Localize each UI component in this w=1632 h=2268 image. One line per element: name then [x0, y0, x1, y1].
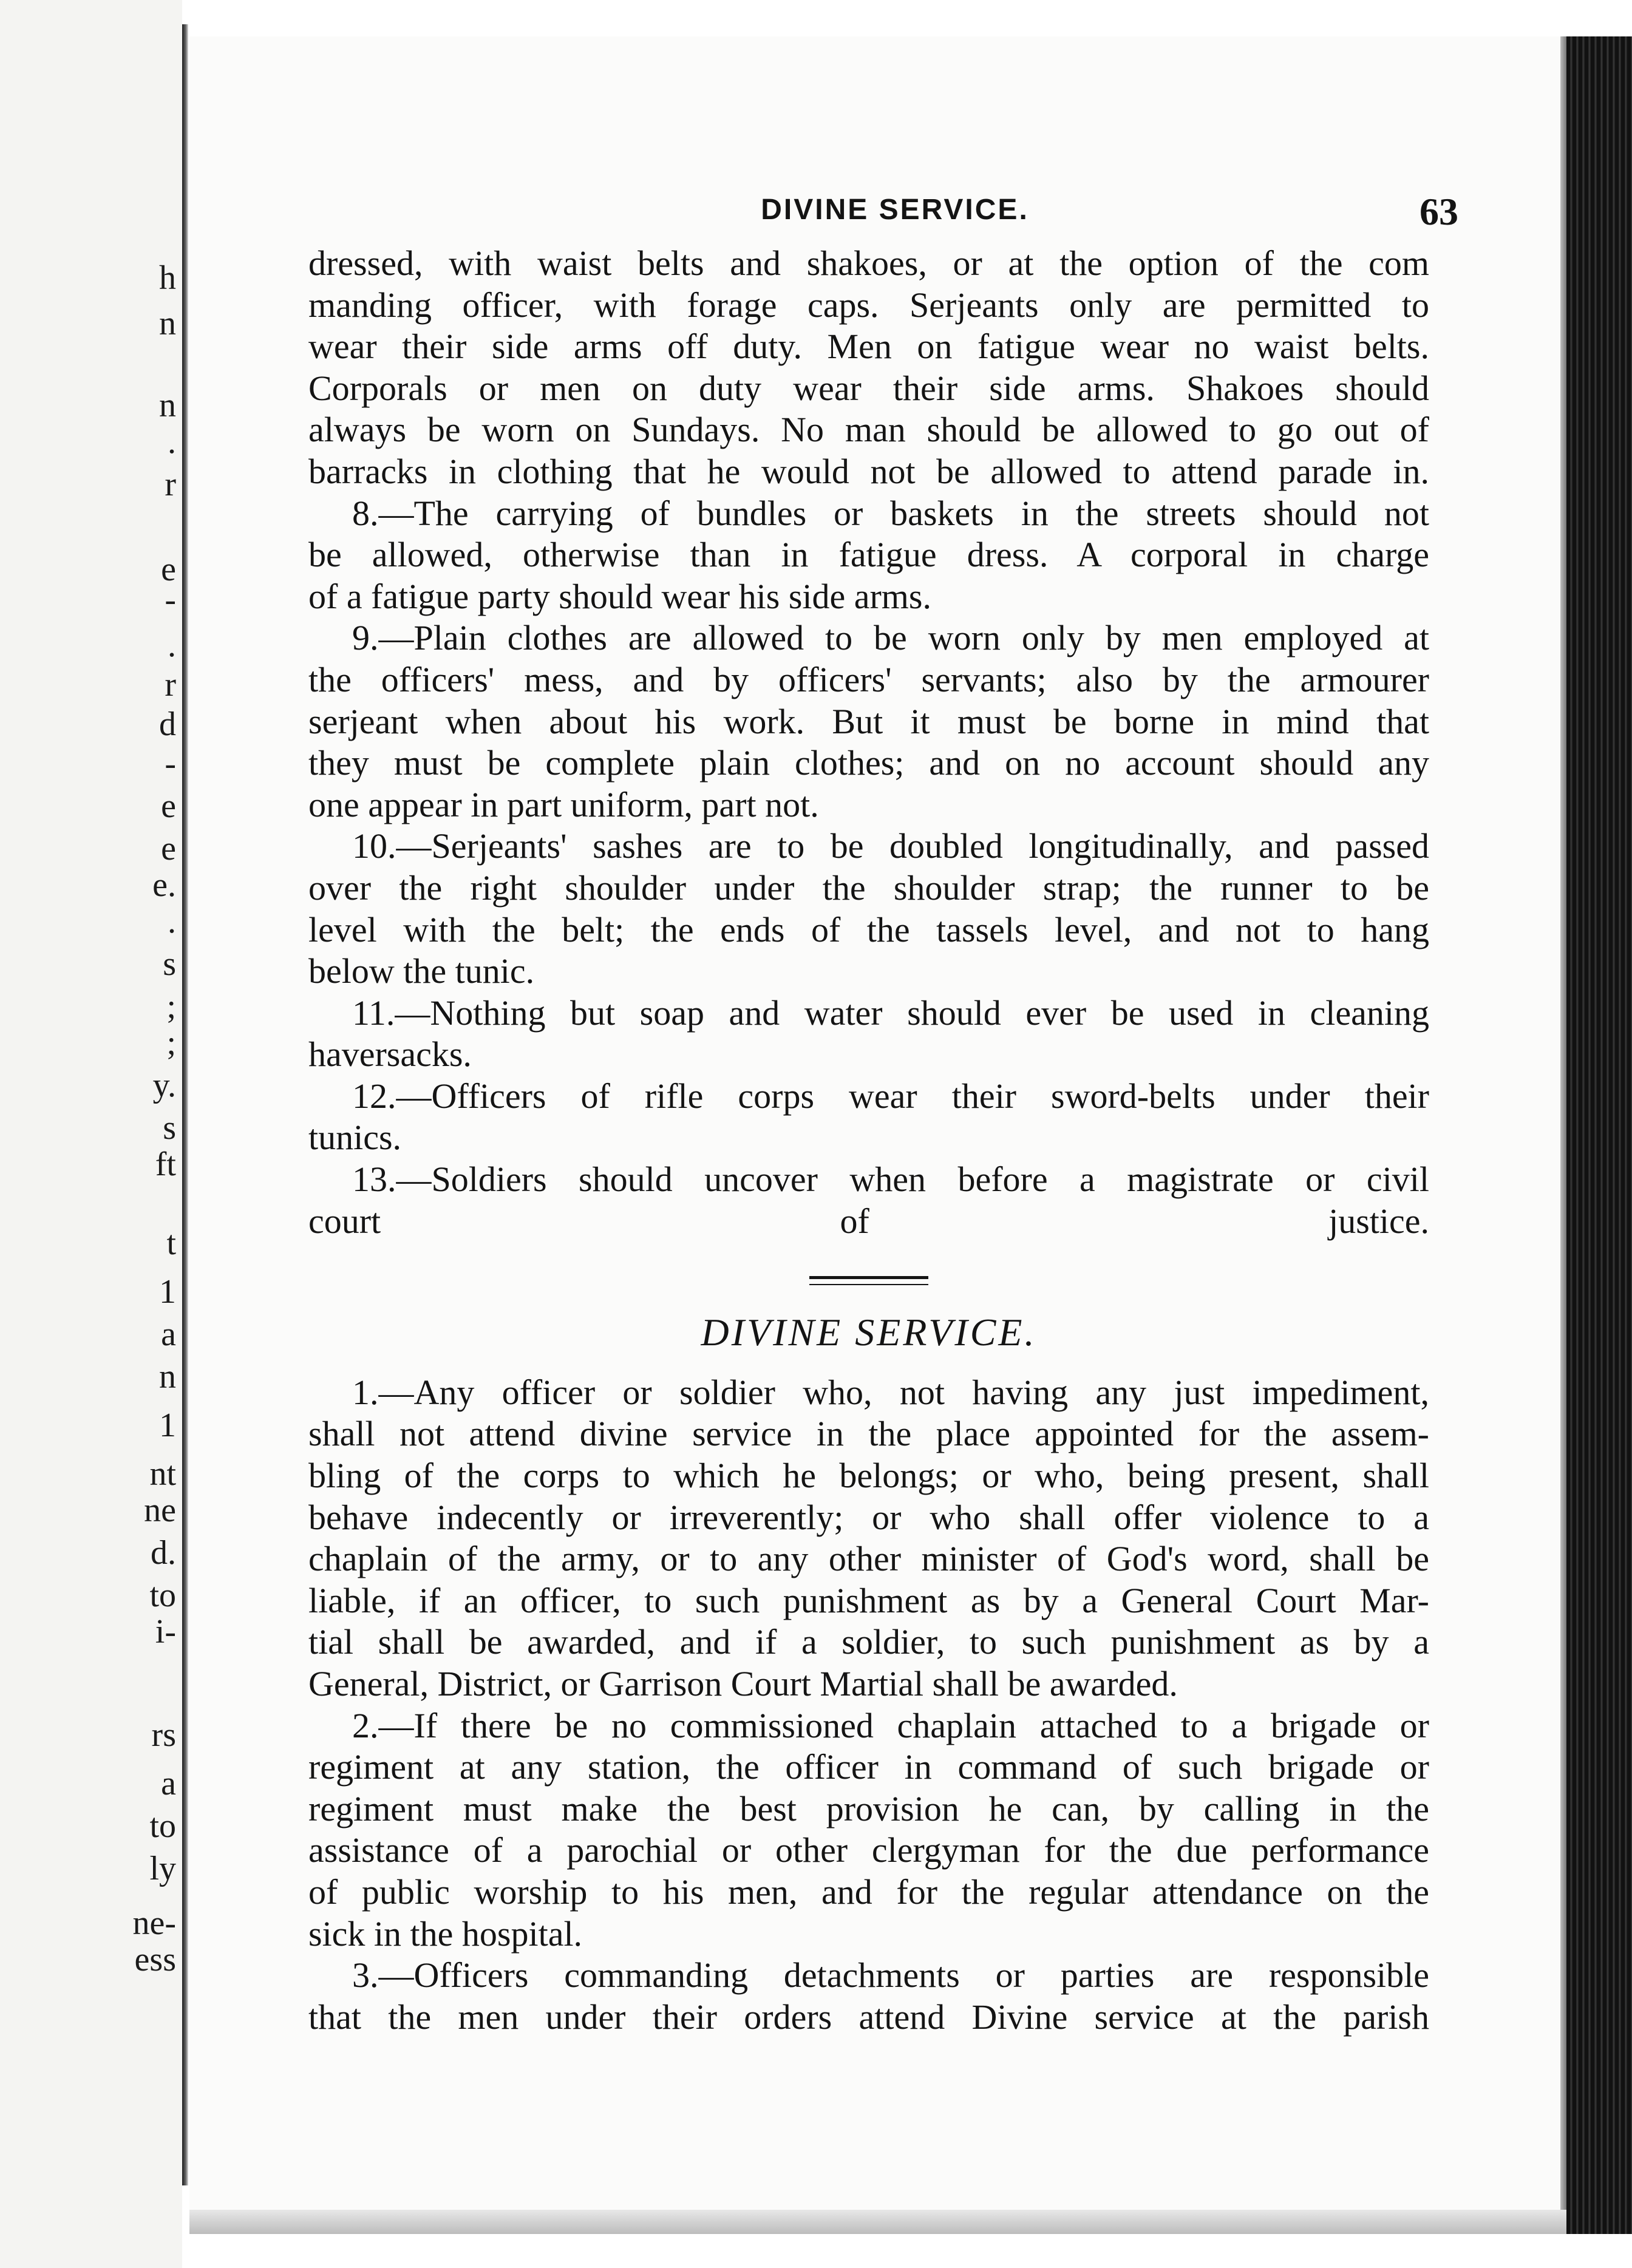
continuation-paragraph — [308, 243, 1429, 493]
text-line: 8.—The carrying of bundles or baskets in the streets should not — [352, 493, 1429, 533]
paragraph — [308, 1159, 1429, 1242]
text-line: below the tunic. — [308, 951, 535, 991]
text-line: 3.—Officers commanding detachments or parties are responsible — [352, 1955, 1429, 1995]
facing-page-fragment: d. — [151, 1534, 176, 1572]
text-line: bling of the corps to which he belongs; or who, being present, shall — [308, 1456, 1429, 1496]
text-line: chaplain of the army, or to any other minister of God's word, shall be — [308, 1539, 1429, 1579]
text-line: 13.—Soldiers should uncover when before a magistrate or civil — [352, 1159, 1429, 1200]
text-line: always be worn on Sundays. No man should be allowed to go out of — [308, 410, 1429, 450]
text-line: court of justice. — [308, 1201, 1429, 1241]
paragraph — [308, 826, 1429, 992]
facing-page-fragment: ly — [149, 1850, 176, 1887]
text-line: be allowed, otherwise than in fatigue dress. A corporal in charge — [308, 535, 1429, 575]
facing-page-fragment: y. — [152, 1067, 176, 1104]
text-line: wear their side arms off duty. Men on fatigue wear no waist belts. — [308, 327, 1429, 367]
facing-page-fragment: ; — [166, 988, 176, 1025]
paragraph — [308, 1955, 1429, 2038]
facing-page-fragment: to — [149, 1577, 176, 1614]
facing-page-fragment: - — [165, 745, 176, 783]
text-line: level with the belt; the ends of the tassels level, and not to hang — [308, 909, 1429, 949]
facing-page-fragment: ; — [166, 1024, 176, 1062]
paragraph — [308, 993, 1429, 1076]
text-line: of a fatigue party should wear his side arms. — [308, 576, 931, 616]
facing-page-fragment: . — [168, 423, 176, 461]
facing-page-edge — [0, 0, 182, 2268]
running-title: DIVINE SERVICE. — [761, 194, 1029, 226]
book-gutter — [182, 24, 188, 2185]
text-line: over the right shoulder under the shoulder strap; the runner to be — [308, 867, 1429, 908]
section-divider — [809, 1276, 928, 1285]
text-line: 12.—Officers of rifle corps wear their sword-belts under their — [352, 1076, 1429, 1116]
facing-page-fragment: rs — [151, 1716, 176, 1754]
facing-page-fragment: nt — [149, 1455, 176, 1493]
facing-page-fragment: e — [161, 551, 176, 588]
text-line: tial shall be awarded, and if a soldier, to such punishment as by a — [308, 1622, 1429, 1662]
facing-page-fragment: s — [163, 945, 176, 983]
text-line: 10.—Serjeants' sashes are to be doubled longitudinally, and passed — [352, 826, 1429, 866]
facing-page-fragment: r — [165, 466, 176, 503]
text-line: haversacks. — [308, 1034, 472, 1075]
facing-page-fragment: ne- — [132, 1904, 176, 1942]
paragraph — [308, 1705, 1429, 1955]
text-line: serjeant when about his work. But it must be borne in mind that — [308, 701, 1429, 741]
facing-page-fragment: ess — [134, 1941, 176, 1978]
facing-page-fragment: d — [159, 705, 176, 743]
text-line: General, District, or Garrison Court Martial shall be awarded. — [308, 1664, 1178, 1703]
text-line: regiment at any station, the officer in command of such brigade or — [308, 1747, 1429, 1787]
facing-page-fragment: i- — [155, 1613, 176, 1651]
facing-page-fragment: 1 — [159, 1407, 176, 1444]
page-bottom-shadow — [189, 2210, 1566, 2234]
text-line: sick in the hospital. — [308, 1913, 583, 1954]
text-line: regiment must make the best provision he can, by calling in the — [308, 1788, 1429, 1828]
paragraph — [308, 493, 1429, 618]
page-body — [308, 243, 1429, 2038]
text-line: one appear in part uniform, part not. — [308, 784, 819, 824]
facing-page-fragment: n — [159, 387, 176, 424]
text-line: 9.—Plain clothes are allowed to be worn only by men employed at — [352, 618, 1429, 658]
paragraph — [308, 617, 1429, 826]
text-line: the officers' mess, and by officers' servants; also by the armourer — [308, 659, 1429, 699]
text-line: assistance of a parochial or other clergyman for the due performance — [308, 1830, 1429, 1870]
text-line: 11.—Nothing but soap and water should ever be used in cleaning — [352, 993, 1429, 1033]
text-line: they must be complete plain clothes; and on no account should any — [308, 743, 1429, 783]
facing-page-fragment: h — [159, 259, 176, 297]
paragraph — [308, 1076, 1429, 1159]
facing-page-fragment: a — [161, 1316, 176, 1353]
facing-page-fragment: s — [163, 1109, 176, 1147]
text-line: barracks in clothing that he would not be allowed to attend parade in. — [308, 451, 1429, 491]
text-line: shall not attend divine service in the place appointed for the assem- — [308, 1414, 1429, 1454]
facing-page-fragment: - — [165, 581, 176, 619]
facing-page-fragment: ne — [144, 1492, 176, 1529]
section-paragraphs — [308, 1372, 1429, 2039]
facing-page-fragment: n — [159, 305, 176, 342]
facing-page-fragment: . — [168, 626, 176, 664]
facing-page-fragment: to — [149, 1807, 176, 1845]
text-line: behave indecently or irreverently; or who shall offer violence to a — [308, 1497, 1429, 1537]
text-line: manding officer, with forage caps. Serjeants only are permitted to — [308, 285, 1429, 325]
text-line: of public worship to his men, and for the regular attendance on the — [308, 1872, 1429, 1912]
facing-page-fragment: t — [166, 1224, 176, 1262]
facing-page-fragment: r — [165, 666, 176, 704]
facing-page-fragment: e. — [152, 866, 176, 904]
text-line: tunics. — [308, 1118, 402, 1158]
text-line: liable, if an officer, to such punishment as by a General Court Mar- — [308, 1580, 1429, 1620]
section-heading: DIVINE SERVICE. — [701, 1311, 1037, 1354]
book-edge — [1566, 36, 1632, 2234]
facing-page-fragment: e — [161, 830, 176, 867]
paragraph — [308, 1372, 1429, 1705]
text-line: Corporals or men on duty wear their side arms. Shakoes should — [308, 368, 1429, 408]
facing-page-fragment: ft — [155, 1146, 176, 1183]
text-line: that the men under their orders attend Divine service at the parish — [308, 1997, 1429, 2037]
facing-page-fragment: . — [168, 903, 176, 940]
facing-page-fragment: e — [161, 787, 176, 825]
facing-page-fragment: n — [159, 1358, 176, 1396]
text-line: 1.—Any officer or soldier who, not having any just impediment, — [352, 1372, 1429, 1412]
facing-page-fragment: a — [161, 1765, 176, 1802]
page-number: 63 — [1420, 190, 1458, 233]
text-line: dressed, with waist belts and shakoes, or at the option of the com — [308, 243, 1429, 283]
facing-page-fragment: 1 — [159, 1273, 176, 1311]
rules-list — [308, 493, 1429, 1243]
text-line: 2.—If there be no commissioned chaplain attached to a brigade or — [352, 1705, 1429, 1745]
